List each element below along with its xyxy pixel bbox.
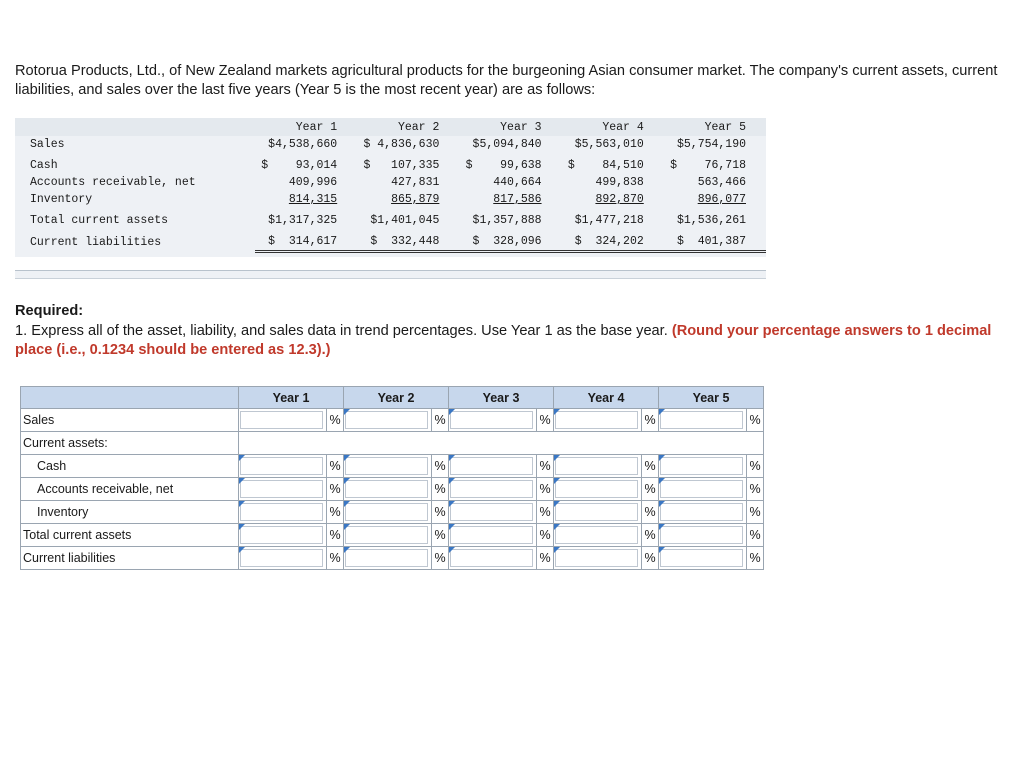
data-cell: $ 328,096 bbox=[459, 233, 561, 252]
answer-row-sales bbox=[21, 409, 764, 432]
sales-year1-input[interactable] bbox=[240, 411, 323, 429]
data-cell: $ 76,718 bbox=[670, 159, 746, 172]
data-cell: $4,538,660 bbox=[268, 138, 338, 151]
data-cell: $ 84,510 bbox=[567, 159, 644, 172]
flag-icon bbox=[239, 524, 245, 530]
cash-year4-input[interactable] bbox=[555, 457, 638, 475]
flag-icon bbox=[554, 455, 560, 461]
data-cell: $ 324,202 bbox=[562, 233, 664, 252]
percent-sign: % bbox=[747, 455, 764, 478]
percent-sign: % bbox=[432, 547, 449, 570]
ar-year5-input[interactable] bbox=[660, 480, 743, 498]
answer-row-label: Total current assets bbox=[21, 524, 239, 547]
answer-row-total-current-assets bbox=[21, 524, 764, 547]
data-cell: $5,563,010 bbox=[574, 138, 644, 151]
answer-row-ar bbox=[21, 478, 764, 501]
ar-row bbox=[15, 174, 766, 191]
flag-icon bbox=[554, 478, 560, 484]
year-header: Year 3 bbox=[459, 118, 561, 136]
inventory-row bbox=[15, 191, 766, 208]
data-cell: 865,879 bbox=[391, 193, 440, 206]
required-heading: Required: bbox=[15, 303, 84, 319]
percent-sign: % bbox=[432, 409, 449, 432]
flag-icon bbox=[344, 524, 350, 530]
inventory-year4-input[interactable] bbox=[555, 503, 638, 521]
percent-sign: % bbox=[537, 409, 554, 432]
flag-icon bbox=[239, 547, 245, 553]
data-cell: $ 99,638 bbox=[465, 159, 542, 172]
tca-year3-input[interactable] bbox=[450, 526, 533, 544]
year-header: Year 5 bbox=[664, 118, 766, 136]
data-cell: 563,466 bbox=[697, 176, 746, 189]
answer-row-label: Sales bbox=[21, 409, 239, 432]
data-cell: $1,536,261 bbox=[676, 214, 746, 227]
data-cell: 427,831 bbox=[391, 176, 440, 189]
flag-icon bbox=[554, 524, 560, 530]
table-bottom-bar bbox=[15, 270, 766, 279]
answer-header-row bbox=[21, 387, 764, 409]
blank-header bbox=[21, 387, 239, 409]
cash-year2-input[interactable] bbox=[345, 457, 428, 475]
cl-year4-input[interactable] bbox=[555, 549, 638, 567]
data-cell: 896,077 bbox=[697, 193, 746, 206]
current-liabilities-row bbox=[15, 233, 766, 252]
percent-sign: % bbox=[327, 409, 344, 432]
data-cell: 814,315 bbox=[288, 193, 338, 206]
flag-icon bbox=[449, 524, 455, 530]
row-label: Inventory bbox=[30, 193, 93, 206]
row-label: Sales bbox=[30, 138, 65, 151]
cash-year3-input[interactable] bbox=[450, 457, 533, 475]
data-cell: $5,754,190 bbox=[676, 138, 746, 151]
data-cell: 440,664 bbox=[493, 176, 542, 189]
cl-year3-input[interactable] bbox=[450, 549, 533, 567]
percent-sign: % bbox=[747, 524, 764, 547]
flag-icon bbox=[344, 455, 350, 461]
answer-year-header: Year 4 bbox=[554, 387, 659, 409]
data-cell: 409,996 bbox=[288, 176, 338, 189]
percent-sign: % bbox=[642, 547, 659, 570]
flag-icon bbox=[449, 409, 455, 415]
percent-sign: % bbox=[642, 478, 659, 501]
flag-icon bbox=[554, 501, 560, 507]
year-header: Year 2 bbox=[357, 118, 459, 136]
flag-icon bbox=[554, 409, 560, 415]
sales-year5-input[interactable] bbox=[660, 411, 743, 429]
answer-row-cash bbox=[21, 455, 764, 478]
tca-year5-input[interactable] bbox=[660, 526, 743, 544]
ar-year3-input[interactable] bbox=[450, 480, 533, 498]
year-header: Year 1 bbox=[255, 118, 357, 136]
cash-row bbox=[15, 157, 766, 174]
percent-sign: % bbox=[432, 455, 449, 478]
percent-sign: % bbox=[747, 501, 764, 524]
percent-sign: % bbox=[327, 547, 344, 570]
flag-icon bbox=[659, 478, 665, 484]
inventory-year2-input[interactable] bbox=[345, 503, 428, 521]
cash-year1-input[interactable] bbox=[240, 457, 323, 475]
data-cell: $ 401,387 bbox=[664, 233, 766, 252]
percent-sign: % bbox=[537, 547, 554, 570]
flag-icon bbox=[344, 501, 350, 507]
flag-icon bbox=[449, 455, 455, 461]
required-text: 1. Express all of the asset, liability, and sales data in trend percentages. Use Year 1 as the base year. bbox=[15, 323, 672, 339]
answer-row-label: Inventory bbox=[21, 501, 239, 524]
year-header: Year 4 bbox=[562, 118, 664, 136]
cash-year5-input[interactable] bbox=[660, 457, 743, 475]
row-label: Cash bbox=[30, 159, 58, 172]
flag-icon bbox=[659, 501, 665, 507]
flag-icon bbox=[344, 547, 350, 553]
ar-year1-input[interactable] bbox=[240, 480, 323, 498]
row-label: Accounts receivable, net bbox=[30, 176, 196, 189]
total-current-assets-row bbox=[15, 212, 766, 229]
data-cell: $ 107,335 bbox=[363, 159, 440, 172]
flag-icon bbox=[344, 409, 350, 415]
problem-intro: Rotorua Products, Ltd., of New Zealand markets agricultural products for the burgeoning Asian consumer market. The company's current assets, current liabilities, and sales over the last five years (Year 5 is the most recent year) are as follows: bbox=[15, 63, 998, 98]
percent-sign: % bbox=[537, 524, 554, 547]
flag-icon bbox=[344, 478, 350, 484]
flag-icon bbox=[449, 547, 455, 553]
rounding-instruction: (Round your percentage answers to 1 decimal place (i.e., 0.1234 should be entered as 12.3).) bbox=[15, 323, 992, 358]
percent-sign: % bbox=[642, 455, 659, 478]
data-cell: $1,401,045 bbox=[370, 214, 440, 227]
percent-sign: % bbox=[642, 501, 659, 524]
tca-year4-input[interactable] bbox=[555, 526, 638, 544]
answer-row-label: Current assets: bbox=[21, 432, 239, 455]
data-cell: $ 314,617 bbox=[255, 233, 357, 252]
flag-icon bbox=[239, 501, 245, 507]
data-cell: $ 332,448 bbox=[357, 233, 459, 252]
percent-sign: % bbox=[537, 478, 554, 501]
sales-row bbox=[15, 136, 766, 153]
cl-year5-input[interactable] bbox=[660, 549, 743, 567]
data-cell: $1,357,888 bbox=[472, 214, 542, 227]
flag-icon bbox=[239, 478, 245, 484]
answer-year-header: Year 5 bbox=[659, 387, 764, 409]
flag-icon bbox=[659, 547, 665, 553]
percent-sign: % bbox=[327, 524, 344, 547]
data-cell: $ 93,014 bbox=[261, 159, 338, 172]
tca-year2-input[interactable] bbox=[345, 526, 428, 544]
sales-year2-input[interactable] bbox=[345, 411, 428, 429]
answer-row-label: Cash bbox=[21, 455, 239, 478]
flag-icon bbox=[659, 409, 665, 415]
financial-data-table bbox=[15, 118, 766, 257]
tca-year1-input[interactable] bbox=[240, 526, 323, 544]
flag-icon bbox=[449, 501, 455, 507]
percent-sign: % bbox=[537, 501, 554, 524]
cl-year2-input[interactable] bbox=[345, 549, 428, 567]
trend-percentage-answer-grid bbox=[20, 386, 764, 570]
required-instructions bbox=[15, 322, 1005, 360]
answer-year-header: Year 3 bbox=[449, 387, 554, 409]
sales-year4-input[interactable] bbox=[555, 411, 638, 429]
data-cell: 892,870 bbox=[595, 193, 644, 206]
data-cell: 817,586 bbox=[493, 193, 542, 206]
data-cell: $1,317,325 bbox=[268, 214, 338, 227]
percent-sign: % bbox=[327, 478, 344, 501]
data-cell: $1,477,218 bbox=[574, 214, 644, 227]
data-cell: 499,838 bbox=[595, 176, 644, 189]
data-table-header bbox=[15, 118, 766, 136]
flag-icon bbox=[449, 478, 455, 484]
percent-sign: % bbox=[432, 524, 449, 547]
cl-year1-input[interactable] bbox=[240, 549, 323, 567]
percent-sign: % bbox=[747, 478, 764, 501]
flag-icon bbox=[239, 455, 245, 461]
percent-sign: % bbox=[327, 455, 344, 478]
ar-year2-input[interactable] bbox=[345, 480, 428, 498]
answer-year-header: Year 2 bbox=[344, 387, 449, 409]
answer-year-header: Year 1 bbox=[239, 387, 344, 409]
sales-year3-input[interactable] bbox=[450, 411, 533, 429]
flag-icon bbox=[659, 455, 665, 461]
flag-icon bbox=[554, 547, 560, 553]
row-label: Total current assets bbox=[30, 214, 169, 227]
answer-row-label: Accounts receivable, net bbox=[21, 478, 239, 501]
answer-row-current-liabilities bbox=[21, 547, 764, 570]
data-cell: $ 4,836,630 bbox=[363, 138, 440, 151]
percent-sign: % bbox=[642, 524, 659, 547]
percent-sign: % bbox=[537, 455, 554, 478]
percent-sign: % bbox=[327, 501, 344, 524]
row-label: Current liabilities bbox=[30, 235, 162, 249]
data-cell: $5,094,840 bbox=[472, 138, 542, 151]
percent-sign: % bbox=[747, 547, 764, 570]
percent-sign: % bbox=[432, 501, 449, 524]
percent-sign: % bbox=[747, 409, 764, 432]
percent-sign: % bbox=[642, 409, 659, 432]
percent-sign: % bbox=[432, 478, 449, 501]
answer-row-current-assets bbox=[21, 432, 764, 455]
ar-year4-input[interactable] bbox=[555, 480, 638, 498]
answer-row-inventory bbox=[21, 501, 764, 524]
inventory-year3-input[interactable] bbox=[450, 503, 533, 521]
answer-row-label: Current liabilities bbox=[21, 547, 239, 570]
flag-icon bbox=[659, 524, 665, 530]
inventory-year5-input[interactable] bbox=[660, 503, 743, 521]
inventory-year1-input[interactable] bbox=[240, 503, 323, 521]
